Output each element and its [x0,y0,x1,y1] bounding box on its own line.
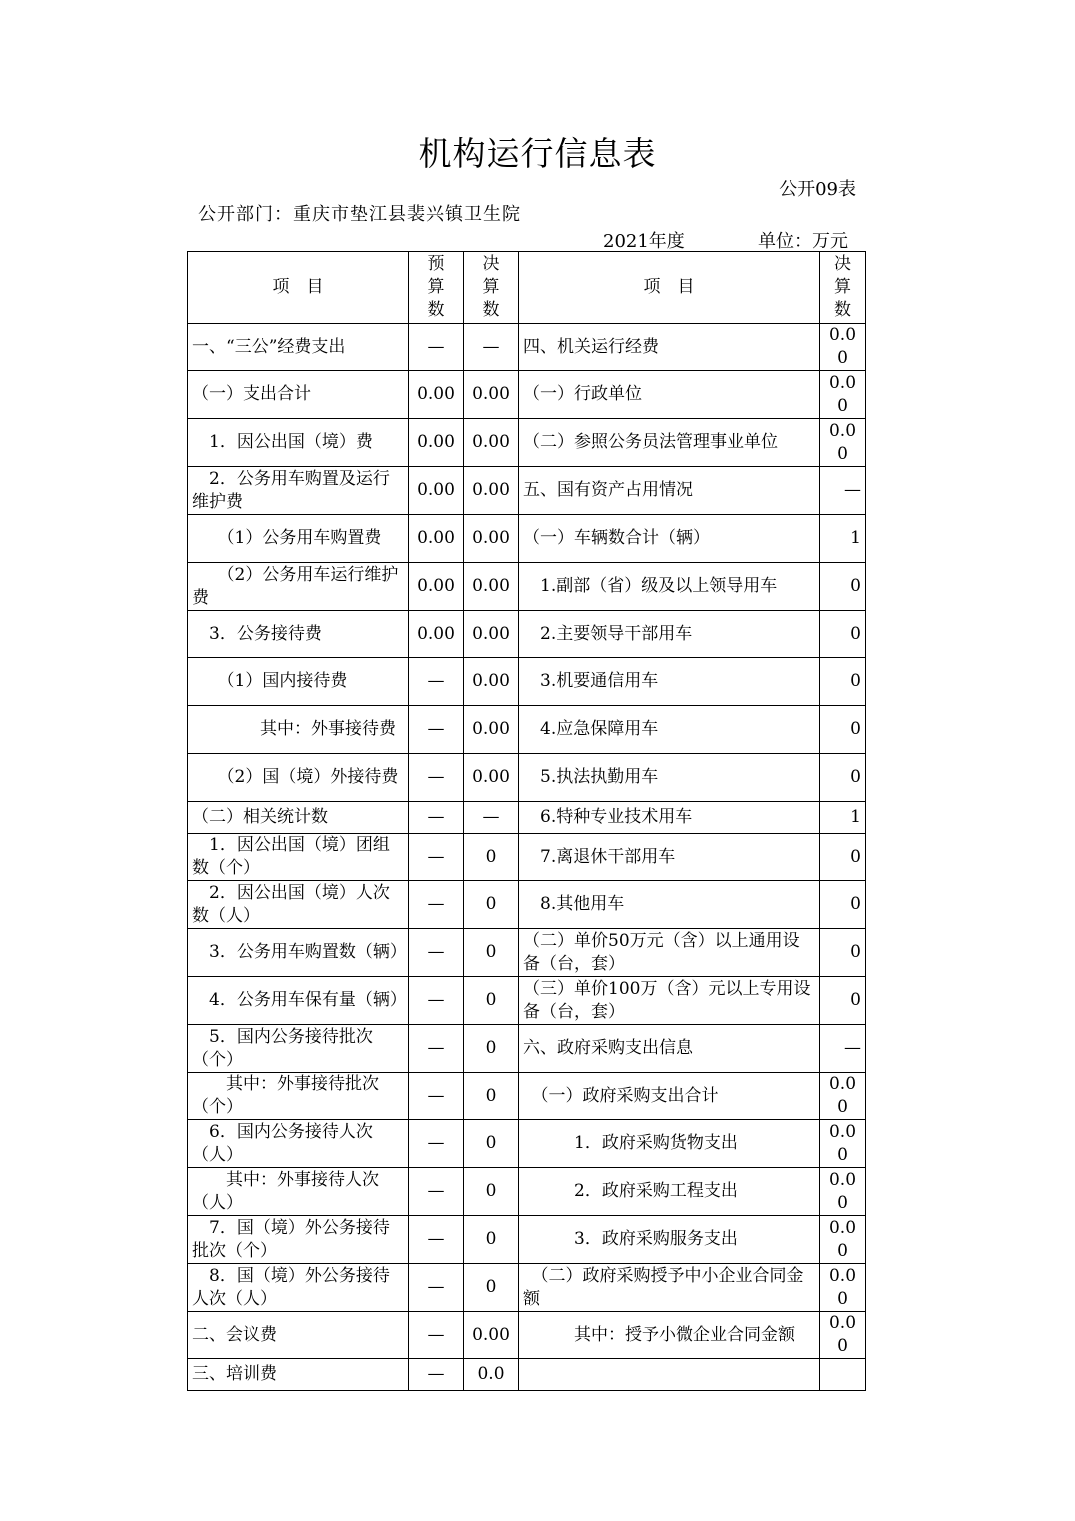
row-budget-value: 0.00 [409,419,464,467]
row-right-final-value: 0 [820,611,866,658]
row-left-item: 3．公务接待费 [188,611,409,658]
row-budget-value: — [409,1312,464,1359]
row-budget-value: — [409,1216,464,1264]
row-budget-value: 0.00 [409,515,464,563]
row-right-final-value: 0.00 [820,1168,866,1216]
row-budget-value: — [409,754,464,802]
row-right-item: （三）单价100万（含）元以上专用设备（台，套） [519,977,820,1025]
row-right-final-value: 0 [820,658,866,706]
row-left-item: 8．国（境）外公务接待人次（人） [188,1264,409,1312]
row-right-final-value: 0.00 [820,1312,866,1359]
row-left-item: （2）国（境）外接待费 [188,754,409,802]
row-left-item: 其中：外事接待费 [188,706,409,754]
row-right-final-value: 0 [820,706,866,754]
row-right-final-value: 1 [820,802,866,834]
row-budget-value: 0.00 [409,611,464,658]
operations-info-table [187,251,866,1391]
table-row [188,467,866,515]
row-final-value: 0 [464,1073,519,1120]
page-title: 机构运行信息表 [418,134,657,173]
row-right-item: （二）参照公务员法管理事业单位 [519,419,820,467]
row-left-item: 6．国内公务接待人次（人） [188,1120,409,1168]
table-row [188,706,866,754]
row-left-item: 5．国内公务接待批次（个） [188,1025,409,1073]
row-right-item: 4.应急保障用车 [519,706,820,754]
fiscal-year: 2021年度 [603,231,685,252]
row-left-item: 其中：外事接待人次（人） [188,1168,409,1216]
row-left-item: 其中：外事接待批次（个） [188,1073,409,1120]
row-right-item: 六、政府采购支出信息 [519,1025,820,1073]
row-right-item: 其中：授予小微企业合同金额 [519,1312,820,1359]
row-left-item: （二）相关统计数 [188,802,409,834]
row-budget-value: — [409,658,464,706]
table-row [188,929,866,977]
table-row [188,1025,866,1073]
table-row [188,1264,866,1312]
table-row [188,419,866,467]
row-right-final-value: 0.00 [820,371,866,419]
row-budget-value: — [409,802,464,834]
table-row [188,611,866,658]
row-right-item: 3.机要通信用车 [519,658,820,706]
row-final-value: 0 [464,1168,519,1216]
row-final-value: 0 [464,929,519,977]
row-final-value: 0 [464,1120,519,1168]
table-row [188,658,866,706]
row-budget-value: — [409,977,464,1025]
row-right-final-value: 0 [820,977,866,1025]
row-budget-value: — [409,706,464,754]
row-right-item: （二）单价50万元（含）以上通用设备（台，套） [519,929,820,977]
row-right-item: 8.其他用车 [519,881,820,929]
row-final-value: 0 [464,1216,519,1264]
row-budget-value: — [409,1073,464,1120]
row-budget-value: 0.00 [409,371,464,419]
row-budget-value: 0.00 [409,467,464,515]
row-right-item: 1.副部（省）级及以上领导用车 [519,563,820,611]
form-number: 公开09表 [779,179,856,200]
table-row [188,515,866,563]
row-left-item: （2）公务用车运行维护费 [188,563,409,611]
row-final-value: 0.00 [464,754,519,802]
table-row [188,1359,866,1391]
row-right-final-value: 0 [820,834,866,881]
table-row [188,802,866,834]
row-final-value: 0 [464,881,519,929]
row-final-value: 0 [464,834,519,881]
row-right-item: 五、国有资产占用情况 [519,467,820,515]
row-right-final-value: 0.00 [820,324,866,371]
row-right-item: 5.执法执勤用车 [519,754,820,802]
table-row [188,1216,866,1264]
table-row [188,1120,866,1168]
row-final-value: 0 [464,1264,519,1312]
row-final-value: — [464,802,519,834]
row-left-item: 一、“三公”经费支出 [188,324,409,371]
header-row [188,252,866,324]
row-right-final-value: 0 [820,563,866,611]
row-left-item: （1）国内接待费 [188,658,409,706]
row-right-final-value: 0.00 [820,419,866,467]
row-final-value: 0.00 [464,371,519,419]
row-right-final-value: — [820,1025,866,1073]
header-final-right: 决算数 [820,252,866,324]
department-label: 公开部门：重庆市垫江县裴兴镇卫生院 [198,204,521,225]
row-right-item: 6.特种专业技术用车 [519,802,820,834]
row-final-value: — [464,324,519,371]
row-left-item: 三、培训费 [188,1359,409,1391]
row-left-item: 2．因公出国（境）人次数（人） [188,881,409,929]
row-budget-value: — [409,881,464,929]
row-right-final-value: 0.00 [820,1120,866,1168]
header-final-left: 决算数 [464,252,519,324]
row-right-final-value: 0.00 [820,1264,866,1312]
row-left-item: 3．公务用车购置数（辆） [188,929,409,977]
row-left-item: （一）支出合计 [188,371,409,419]
row-final-value: 0.00 [464,658,519,706]
row-right-item: 四、机关运行经费 [519,324,820,371]
row-final-value: 0.0 [464,1359,519,1391]
row-left-item: 2．公务用车购置及运行维护费 [188,467,409,515]
table-row [188,834,866,881]
row-budget-value: — [409,1264,464,1312]
row-final-value: 0.00 [464,419,519,467]
header-right-item: 项 目 [519,252,820,324]
table-row [188,754,866,802]
row-budget-value: — [409,1120,464,1168]
row-right-final-value [820,1359,866,1391]
row-final-value: 0 [464,1025,519,1073]
row-right-final-value: 0 [820,881,866,929]
row-final-value: 0.00 [464,563,519,611]
row-right-item: 7.离退休干部用车 [519,834,820,881]
row-final-value: 0.00 [464,467,519,515]
row-budget-value: — [409,1359,464,1391]
row-right-item: 2.主要领导干部用车 [519,611,820,658]
row-budget-value: — [409,834,464,881]
row-left-item: 1．因公出国（境）团组数（个） [188,834,409,881]
row-right-final-value: 0 [820,929,866,977]
row-right-item: 2．政府采购工程支出 [519,1168,820,1216]
row-right-final-value: 0 [820,754,866,802]
header-budget: 预算数 [409,252,464,324]
row-right-item: （一）政府采购支出合计 [519,1073,820,1120]
row-left-item: （1）公务用车购置费 [188,515,409,563]
row-right-item: 3．政府采购服务支出 [519,1216,820,1264]
row-right-final-value: — [820,467,866,515]
row-right-item: （二）政府采购授予中小企业合同金额 [519,1264,820,1312]
table-row [188,563,866,611]
unit-label: 单位：万元 [758,231,848,252]
row-right-final-value: 0.00 [820,1216,866,1264]
table-row [188,977,866,1025]
table-row [188,371,866,419]
row-final-value: 0.00 [464,611,519,658]
row-left-item: 1．因公出国（境）费 [188,419,409,467]
row-left-item: 7．国（境）外公务接待批次（个） [188,1216,409,1264]
row-right-final-value: 1 [820,515,866,563]
table-row [188,1312,866,1359]
row-left-item: 二、会议费 [188,1312,409,1359]
row-budget-value: — [409,1168,464,1216]
row-budget-value: — [409,1025,464,1073]
row-right-item: （一）行政单位 [519,371,820,419]
table-row [188,324,866,371]
row-right-item: 1．政府采购货物支出 [519,1120,820,1168]
table-row [188,1168,866,1216]
table-row [188,1073,866,1120]
row-budget-value: 0.00 [409,563,464,611]
row-right-item: （一）车辆数合计（辆） [519,515,820,563]
table-row [188,881,866,929]
row-final-value: 0.00 [464,706,519,754]
row-left-item: 4．公务用车保有量（辆） [188,977,409,1025]
row-final-value: 0.00 [464,1312,519,1359]
row-final-value: 0 [464,977,519,1025]
row-right-final-value: 0.00 [820,1073,866,1120]
row-budget-value: — [409,324,464,371]
header-left-item: 项 目 [188,252,409,324]
row-budget-value: — [409,929,464,977]
row-right-item [519,1359,820,1391]
row-final-value: 0.00 [464,515,519,563]
